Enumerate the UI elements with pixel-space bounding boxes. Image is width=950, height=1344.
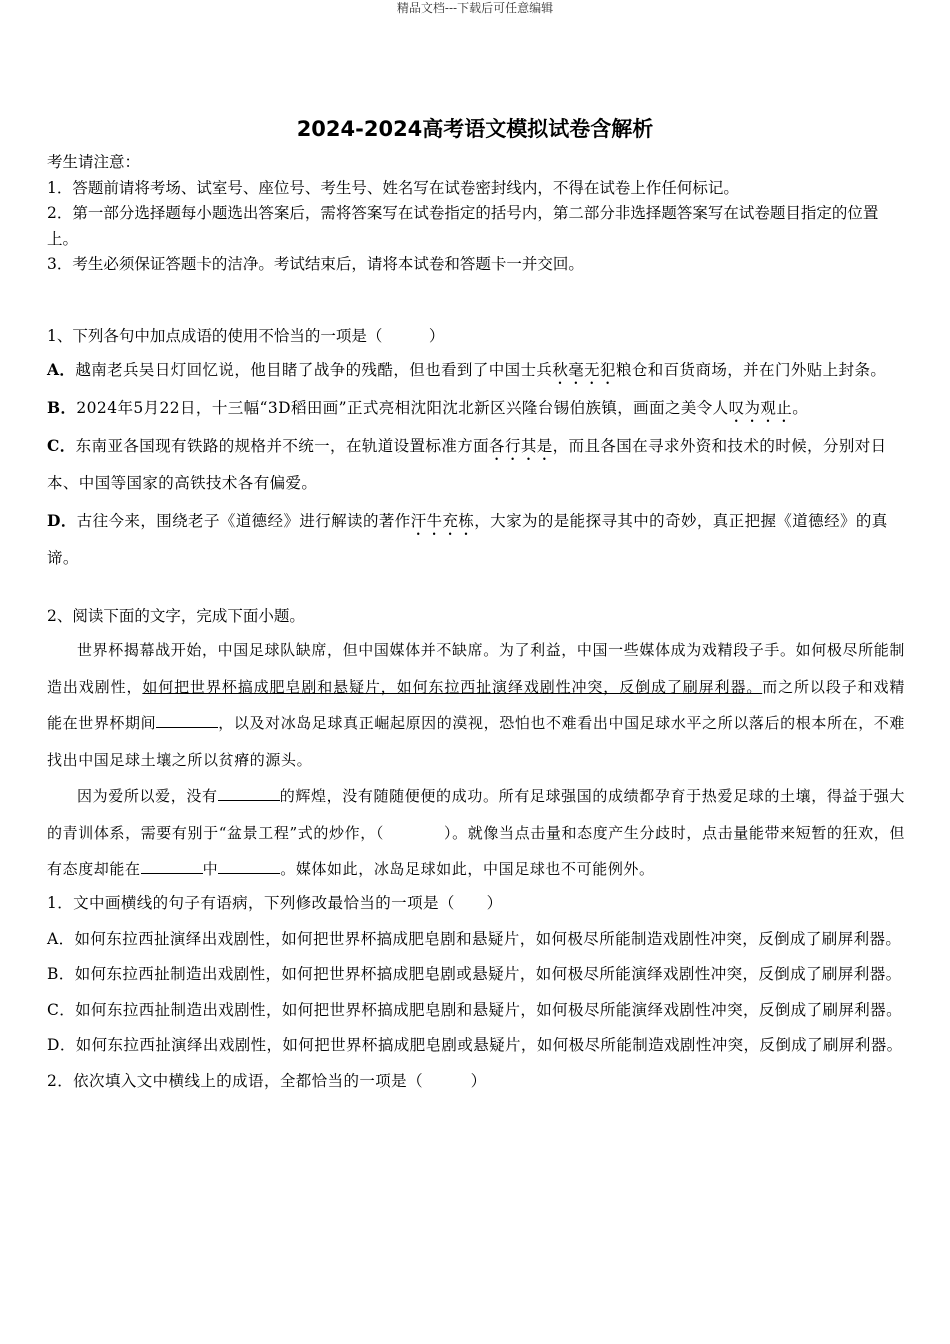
dotted-idiom: 各行其是 bbox=[489, 437, 553, 455]
option-a: A．越南老兵吴日灯回忆说，他目睹了战争的残酷，但也看到了中国士兵秋毫无犯粮仓和百货商场，并在门外贴上封条。 bbox=[47, 360, 887, 379]
passage-paragraph-1: 世界杯揭幕战开始，中国足球队缺席，但中国媒体并不缺席。为了利益，中国一些媒体成为戏精段子手。如何极尽所能制造出戏剧性，如何把世界杯搞成肥皂剧和悬疑片，如何东拉西扯演绎戏剧性冲突，反倒成了刷屏利器。而之所以段子和戏精能在世界杯期间 ，以及对冰岛足球真正崛起原因的漠视，恐怕也不难看出中国足球水平之所以落后的根本所在，不难找出中国足球土壤之所以贫瘠的源头。 bbox=[47, 641, 906, 769]
question-1 bbox=[47, 324, 905, 348]
fill-blank[interactable] bbox=[156, 713, 218, 728]
option-b: B．如何东拉西扯制造出戏剧性，如何把世界杯搞成肥皂剧或悬疑片，如何极尽所能演绎戏剧性冲突，反倒成了刷屏利器。 bbox=[47, 965, 902, 983]
notice-heading: 考生请注意： bbox=[47, 153, 141, 171]
option-b: B．2024年5月22日，十三幅“3D稻田画”正式亮相沈阳沈北新区兴隆台锡伯族镇，画面之美令人叹为观止。 bbox=[47, 398, 809, 417]
page-title: 2024-2024高考语文模拟试卷含解析 bbox=[296, 117, 654, 141]
notice-item: 1．答题前请将考场、试室号、座位号、考生号、姓名写在试卷密封线内，不得在试卷上作任何标记。 bbox=[47, 178, 739, 197]
dotted-idiom: 汗牛充栋 bbox=[410, 512, 475, 530]
header-note: 精品文档---下载后可任意编辑 bbox=[396, 1, 554, 15]
question-2-stem: 2、阅读下面的文字，完成下面小题。 bbox=[47, 607, 305, 625]
question-2 bbox=[47, 604, 905, 628]
option-a: A．如何东拉西扯演绎出戏剧性，如何把世界杯搞成肥皂剧和悬疑片，如何极尽所能制造戏剧性冲突，反倒成了刷屏利器。 bbox=[47, 929, 902, 948]
option-label: D． bbox=[47, 511, 77, 530]
exam-notice bbox=[47, 150, 905, 278]
passage-paragraph-2: 因为爱所以爱，没有 的辉煌，没有随随便便的成功。所有足球强国的成绩都孕育于热爱足球的土壤，得益于强大的青训体系，需要有别于“盆景工程”式的炒作，（ ）。就像当点击量和态度产生分歧时，点击量能带来短暂的狂欢，但有态度却能在 中 。媒体如此，冰岛足球如此，中国足球也不可能例外。 bbox=[47, 787, 905, 878]
option-d: D．古往今来，围绕老子《道德经》进行解读的著作汗牛充栋，大家为的是能探寻其中的奇妙，真正把握《道德经》的真谛。 bbox=[47, 511, 888, 567]
fill-blank[interactable] bbox=[141, 859, 203, 874]
option-d: D．如何东拉西扯演绎出戏剧性，如何把世界杯搞成肥皂剧或悬疑片，如何极尽所能制造戏剧性冲突，反倒成了刷屏利器。 bbox=[47, 1036, 903, 1054]
notice-item: 2．第一部分选择题每小题选出答案后，需将答案写在试卷指定的括号内，第二部分非选择题答案写在试卷题目指定的位置上。 bbox=[47, 204, 879, 248]
underlined-sentence: 如何把世界杯搞成肥皂剧和悬疑片，如何东拉西扯演绎戏剧性冲突，反倒成了刷屏利器。 bbox=[142, 677, 763, 696]
option-label: C． bbox=[47, 436, 76, 455]
option-label: A． bbox=[47, 360, 76, 379]
option-c: C．如何东拉西扯制造出戏剧性，如何把世界杯搞成肥皂剧和悬疑片，如何极尽所能演绎戏剧性冲突，反倒成了刷屏利器。 bbox=[47, 1000, 902, 1019]
reading-passage bbox=[47, 632, 905, 888]
option-label: B． bbox=[47, 398, 77, 417]
question-1-stem: 1、下列各句中加点成语的使用不恰当的一项是（ ） bbox=[47, 327, 445, 345]
dotted-idiom: 秋毫无犯 bbox=[552, 361, 616, 379]
sub-question-2-stem: 2．依次填入文中横线上的成语，全都恰当的一项是（ ） bbox=[47, 1071, 487, 1090]
fill-blank[interactable] bbox=[218, 786, 280, 801]
question-1-options bbox=[47, 351, 905, 577]
dotted-idiom: 叹为观止 bbox=[728, 399, 793, 417]
fill-blank[interactable] bbox=[218, 859, 280, 874]
sub-question-1 bbox=[47, 886, 905, 1099]
option-c: C．东南亚各国现有铁路的规格并不统一，在轨道设置标准方面各行其是，而且各国在寻求外资和技术的时候，分别对日本、中国等国家的高铁技术各有偏爱。 bbox=[47, 436, 887, 492]
notice-item: 3．考生必须保证答题卡的洁净。考试结束后，请将本试卷和答题卡一并交回。 bbox=[47, 255, 584, 273]
sub-question-1-stem: 1．文中画横线的句子有语病，下列修改最恰当的一项是（ ） bbox=[47, 894, 503, 912]
